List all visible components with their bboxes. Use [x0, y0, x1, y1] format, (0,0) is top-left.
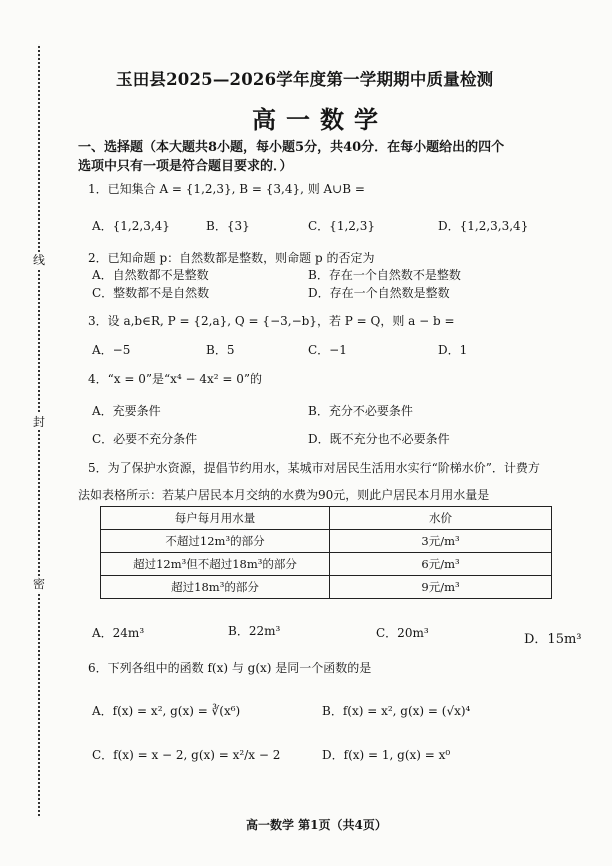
- q3-option-a: A．−5: [92, 343, 131, 357]
- table-cell-usage: 超过12m³但不超过18m³的部分: [101, 553, 330, 576]
- q2-option-d: D．存在一个自然数是整数: [308, 286, 450, 300]
- q2-option-c: C．整数都不是自然数: [92, 286, 210, 300]
- subject-title: 高一数学: [252, 105, 388, 134]
- table-cell-price: 9元/m³: [330, 576, 552, 599]
- q1-stem: 1．已知集合 A = {1,2,3}, B = {3,4}, 则 A∪B =: [88, 182, 365, 196]
- q3-stem: 3．设 a,b∈R, P = {2,a}, Q = {−3,−b}，若 P = Q，则 a − b =: [88, 314, 455, 328]
- q5-stem-line2: 法如表格所示：若某户居民本月交纳的水费为90元，则此户居民本月用水量是: [78, 488, 490, 502]
- table-cell-price: 3元/m³: [330, 530, 552, 553]
- q2-option-b: B．存在一个自然数不是整数: [308, 268, 461, 282]
- q5-option-a: A．24m³: [92, 626, 145, 640]
- q4-option-c: C．必要不充分条件: [92, 432, 198, 446]
- table-header-price: 水价: [330, 507, 552, 530]
- table-header-row: [101, 507, 552, 530]
- table-row: [101, 553, 552, 576]
- q2-stem: 2．已知命题 p：自然数都是整数，则命题 p 的否定为: [88, 251, 375, 265]
- table-cell-price: 6元/m³: [330, 553, 552, 576]
- q5-option-d: D．15m³: [524, 632, 582, 647]
- q4-option-d: D．既不充分也不必要条件: [308, 432, 450, 446]
- page-footer: 高一数学 第1页（共4页）: [246, 818, 387, 832]
- binding-char-mi: 密: [32, 577, 45, 591]
- q1-option-b: B．{3}: [206, 219, 250, 233]
- q6-option-b: B．f(x) = x², g(x) = (√x)⁴: [322, 704, 471, 718]
- q1-option-a: A．{1,2,3,4}: [92, 219, 170, 233]
- q4-option-b: B．充分不必要条件: [308, 404, 413, 418]
- section-heading-line2: 选项中只有一项是符合题目要求的．）: [78, 159, 293, 174]
- table-row: [101, 576, 552, 599]
- q3-option-d: D．1: [438, 343, 468, 357]
- q4-option-a: A．充要条件: [92, 404, 161, 418]
- q3-option-c: C．−1: [308, 343, 347, 357]
- water-price-table: [100, 506, 552, 599]
- q4-stem: 4．“x = 0”是“x⁴ − 4x² = 0”的: [88, 372, 263, 386]
- q2-option-a: A．自然数都不是整数: [92, 268, 209, 282]
- binding-char-xian: 线: [32, 253, 45, 267]
- q6-stem: 6．下列各组中的函数 f(x) 与 g(x) 是同一个函数的是: [88, 661, 372, 675]
- q6-option-c: C．f(x) = x − 2, g(x) = x²/x − 2: [92, 748, 281, 762]
- q1-option-d: D．{1,2,3,3,4}: [438, 219, 529, 233]
- table-row: [101, 530, 552, 553]
- q5-stem-line1: 5．为了保护水资源，提倡节约用水，某城市对居民生活用水实行“阶梯水价”．计费方: [88, 461, 540, 475]
- table-cell-usage: 不超过12m³的部分: [101, 530, 330, 553]
- exam-title: 玉田县2025—2026学年度第一学期期中质量检测: [116, 70, 494, 89]
- q6-option-a: A．f(x) = x², g(x) = ∛(x⁶): [92, 704, 241, 718]
- q3-option-b: B．5: [206, 343, 235, 357]
- table-cell-usage: 超过18m³的部分: [101, 576, 330, 599]
- binding-char-feng: 封: [32, 415, 45, 429]
- section-heading-line1: 一、选择题（本大题共8小题，每小题5分，共40分．在每小题给出的四个: [78, 140, 505, 155]
- q1-option-c: C．{1,2,3}: [308, 219, 375, 233]
- q5-option-c: C．20m³: [376, 626, 429, 640]
- q5-option-b: B．22m³: [228, 624, 281, 638]
- q6-option-d: D．f(x) = 1, g(x) = x⁰: [322, 748, 451, 762]
- table-header-usage: 每户每月用水量: [101, 507, 330, 530]
- binding-dotted-line: [38, 46, 40, 816]
